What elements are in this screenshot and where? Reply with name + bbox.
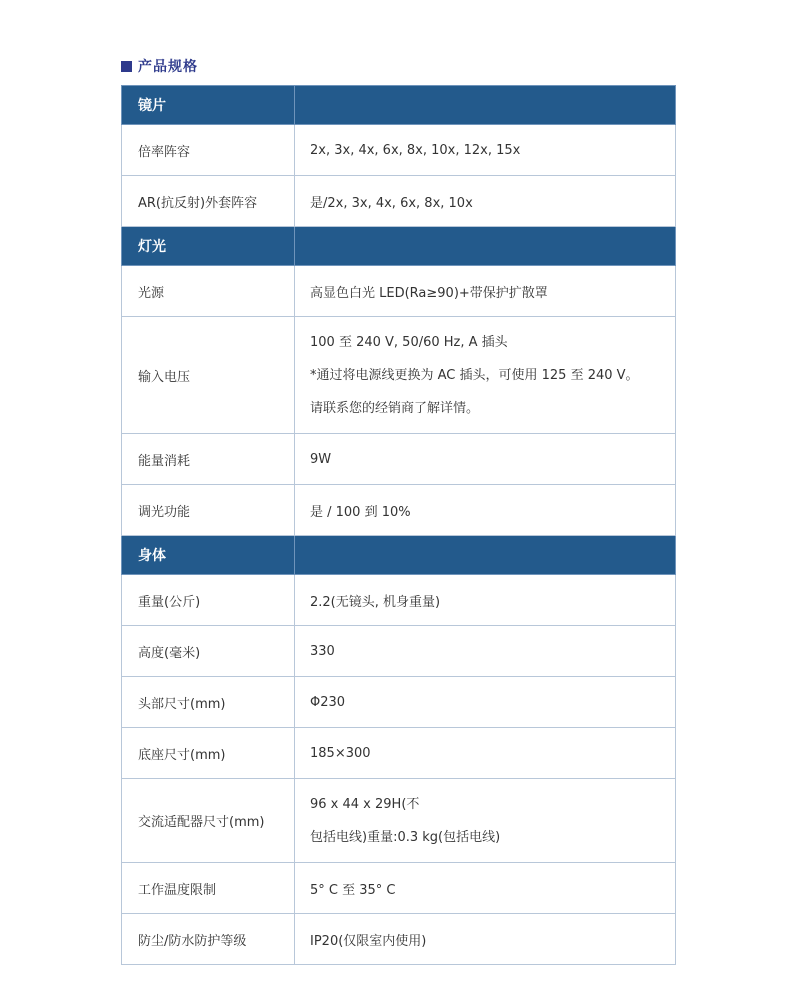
spec-value-line: 请联系您的经销商了解详情。 (310, 400, 480, 416)
spec-label: 头部尺寸(mm) (122, 677, 295, 728)
section-title: 产品规格 (138, 59, 198, 75)
heading-square-icon (121, 61, 132, 72)
spec-label: 调光功能 (122, 485, 295, 536)
spec-value: 2.2(无镜头, 机身重量) (295, 575, 676, 626)
spec-label: 输入电压 (122, 317, 295, 434)
group-header-lens (122, 86, 676, 125)
spec-value: IP20(仅限室内使用) (295, 914, 676, 965)
spec-table (121, 85, 676, 965)
group-header-empty (295, 86, 676, 125)
spec-row (122, 575, 676, 626)
spec-row (122, 914, 676, 965)
spec-value: 是/2x, 3x, 4x, 6x, 8x, 10x (295, 176, 676, 227)
spec-value: 330 (295, 626, 676, 677)
spec-value-line: 100 至 240 V, 50/60 Hz, A 插头 (310, 334, 508, 350)
spec-label: 防尘/防水防护等级 (122, 914, 295, 965)
spec-value: 185×300 (295, 728, 676, 779)
spec-value: 2x, 3x, 4x, 6x, 8x, 10x, 12x, 15x (295, 125, 676, 176)
section-heading (121, 55, 198, 77)
spec-row (122, 434, 676, 485)
spec-row (122, 677, 676, 728)
spec-row (122, 266, 676, 317)
group-header-empty (295, 227, 676, 266)
spec-value-multiline (295, 779, 676, 863)
group-header-empty (295, 536, 676, 575)
spec-row (122, 125, 676, 176)
spec-row (122, 728, 676, 779)
spec-value-line: *通过将电源线更换为 AC 插头，可使用 125 至 240 V。 (310, 367, 639, 383)
spec-label: 重量(公斤) (122, 575, 295, 626)
spec-value-line: 包括电线)重量:0.3 kg(包括电线) (310, 829, 501, 845)
spec-label: AR(抗反射)外套阵容 (122, 176, 295, 227)
spec-value-line: 96 x 44 x 29H(不 (310, 796, 420, 812)
spec-label: 工作温度限制 (122, 863, 295, 914)
group-title: 身体 (122, 536, 295, 575)
spec-row (122, 779, 676, 863)
spec-row (122, 863, 676, 914)
spec-label: 能量消耗 (122, 434, 295, 485)
spec-value: 9W (295, 434, 676, 485)
group-title: 镜片 (122, 86, 295, 125)
spec-label: 底座尺寸(mm) (122, 728, 295, 779)
spec-row (122, 176, 676, 227)
spec-row (122, 485, 676, 536)
spec-label: 倍率阵容 (122, 125, 295, 176)
spec-value: 5° C 至 35° C (295, 863, 676, 914)
spec-label: 高度(毫米) (122, 626, 295, 677)
spec-value: 是 / 100 到 10% (295, 485, 676, 536)
spec-value: 高显色白光 LED(Ra≥90)+带保护扩散罩 (295, 266, 676, 317)
group-header-light (122, 227, 676, 266)
group-header-body (122, 536, 676, 575)
spec-value-multiline (295, 317, 676, 434)
group-title: 灯光 (122, 227, 295, 266)
spec-label: 光源 (122, 266, 295, 317)
spec-row (122, 317, 676, 434)
spec-value: Φ230 (295, 677, 676, 728)
spec-label: 交流适配器尺寸(mm) (122, 779, 295, 863)
spec-row (122, 626, 676, 677)
